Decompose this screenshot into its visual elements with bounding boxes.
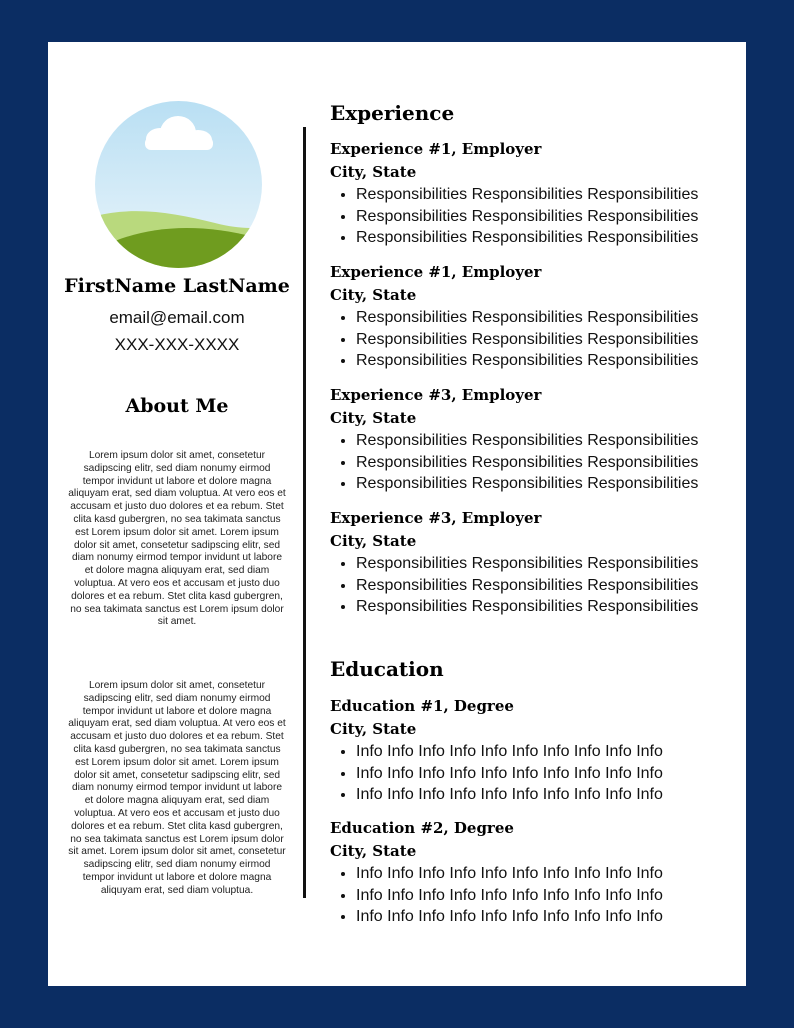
experience-entry — [330, 138, 740, 249]
resume-page — [48, 42, 746, 986]
list-item: • Responsibilities Responsibilities Responsibilities — [356, 553, 740, 575]
entry-title: Education #1, Degree — [330, 697, 514, 715]
entry-location: City, State — [330, 720, 417, 738]
responsibility-list — [330, 430, 740, 495]
list-item: • Responsibilities Responsibilities Responsibilities — [356, 350, 740, 372]
landscape-icon — [95, 101, 262, 268]
experience-entry — [330, 261, 740, 372]
column-divider — [303, 127, 306, 898]
list-item: • Info Info Info Info Info Info Info Info Info Info — [356, 763, 740, 785]
list-item: • Responsibilities Responsibilities Responsibilities — [356, 206, 740, 228]
list-item: • Responsibilities Responsibilities Responsibilities — [356, 452, 740, 474]
list-item: • Responsibilities Responsibilities Responsibilities — [356, 596, 740, 618]
list-item: • Info Info Info Info Info Info Info Info Info Info — [356, 885, 740, 907]
responsibility-list — [330, 307, 740, 372]
entry-title: Experience #3, Employer — [330, 509, 542, 527]
list-item: • Responsibilities Responsibilities Responsibilities — [356, 307, 740, 329]
info-list — [330, 741, 740, 806]
list-item: • Info Info Info Info Info Info Info Info Info Info — [356, 906, 740, 928]
entry-title: Experience #1, Employer — [330, 263, 542, 281]
education-entry — [330, 695, 740, 806]
experience-entry — [330, 507, 740, 618]
list-item: • Responsibilities Responsibilities Responsibilities — [356, 575, 740, 597]
about-paragraph-1: Lorem ipsum dolor sit amet, consetetur sadipscing elitr, sed diam nonumy eirmod tempor invidunt ut labore et dolore magna aliquyam erat, sed diam voluptua. At vero eos et accusam et justo duo dolores et ea rebum. Stet clita kasd gubergren, no sea takimata sanctus est Lorem ipsum dolor sit amet. Lorem ipsum dolor sit amet, consetetur sadipscing elitr, sed diam nonumy eirmod tempor invidunt ut labore et dolore magna aliquyam erat, sed diam voluptua. At vero eos et accusam et justo duo dolores et ea rebum. Stet clita kasd gubergren, no sea takimata sanctus est Lorem ipsum dolor sit amet. — [68, 450, 286, 628]
entry-location: City, State — [330, 286, 417, 304]
entry-location: City, State — [330, 842, 417, 860]
phone-text: XXX-XXX-XXXX — [114, 335, 240, 354]
education-heading: Education — [330, 657, 444, 681]
entry-title: Education #2, Degree — [330, 819, 514, 837]
education-entry — [330, 817, 740, 928]
full-name: FirstName LastName — [64, 275, 290, 297]
left-column — [48, 42, 306, 986]
experience-entry — [330, 384, 740, 495]
entry-title: Experience #3, Employer — [330, 386, 542, 404]
list-item: • Info Info Info Info Info Info Info Info Info Info — [356, 784, 740, 806]
entry-title: Experience #1, Employer — [330, 140, 542, 158]
entry-location: City, State — [330, 532, 417, 550]
list-item: • Info Info Info Info Info Info Info Info Info Info — [356, 741, 740, 763]
entry-location: City, State — [330, 409, 417, 427]
email-text: email@email.com — [109, 308, 245, 327]
list-item: • Responsibilities Responsibilities Responsibilities — [356, 184, 740, 206]
list-item: • Responsibilities Responsibilities Responsibilities — [356, 227, 740, 249]
entry-location: City, State — [330, 163, 417, 181]
info-list — [330, 863, 740, 928]
about-paragraph-2: Lorem ipsum dolor sit amet, consetetur sadipscing elitr, sed diam nonumy eirmod tempor invidunt ut labore et dolore magna aliquyam erat, sed diam voluptua. At vero eos et accusam et justo duo dolores et ea rebum. Stet clita kasd gubergren, no sea takimata sanctus est Lorem ipsum dolor sit amet. Lorem ipsum dolor sit amet, consetetur sadipscing elitr, sed diam nonumy eirmod tempor invidunt ut labore et dolore magna aliquyam erat, sed diam voluptua. At vero eos et accusam et justo duo dolores et ea rebum. Stet clita kasd gubergren, no sea takimata sanctus est Lorem ipsum dolor sit amet. Lorem ipsum dolor sit amet, consetetur sadipscing elitr, sed diam nonumy eirmod tempor invidunt ut labore et dolore magna aliquyam erat, sed diam voluptua. — [68, 680, 286, 896]
responsibility-list — [330, 184, 740, 249]
list-item: • Responsibilities Responsibilities Responsibilities — [356, 329, 740, 351]
profile-photo — [95, 101, 262, 268]
list-item: • Info Info Info Info Info Info Info Info Info Info — [356, 863, 740, 885]
list-item: • Responsibilities Responsibilities Responsibilities — [356, 430, 740, 452]
list-item: • Responsibilities Responsibilities Responsibilities — [356, 473, 740, 495]
experience-heading: Experience — [330, 101, 455, 125]
about-heading: About Me — [125, 395, 229, 417]
responsibility-list — [330, 553, 740, 618]
